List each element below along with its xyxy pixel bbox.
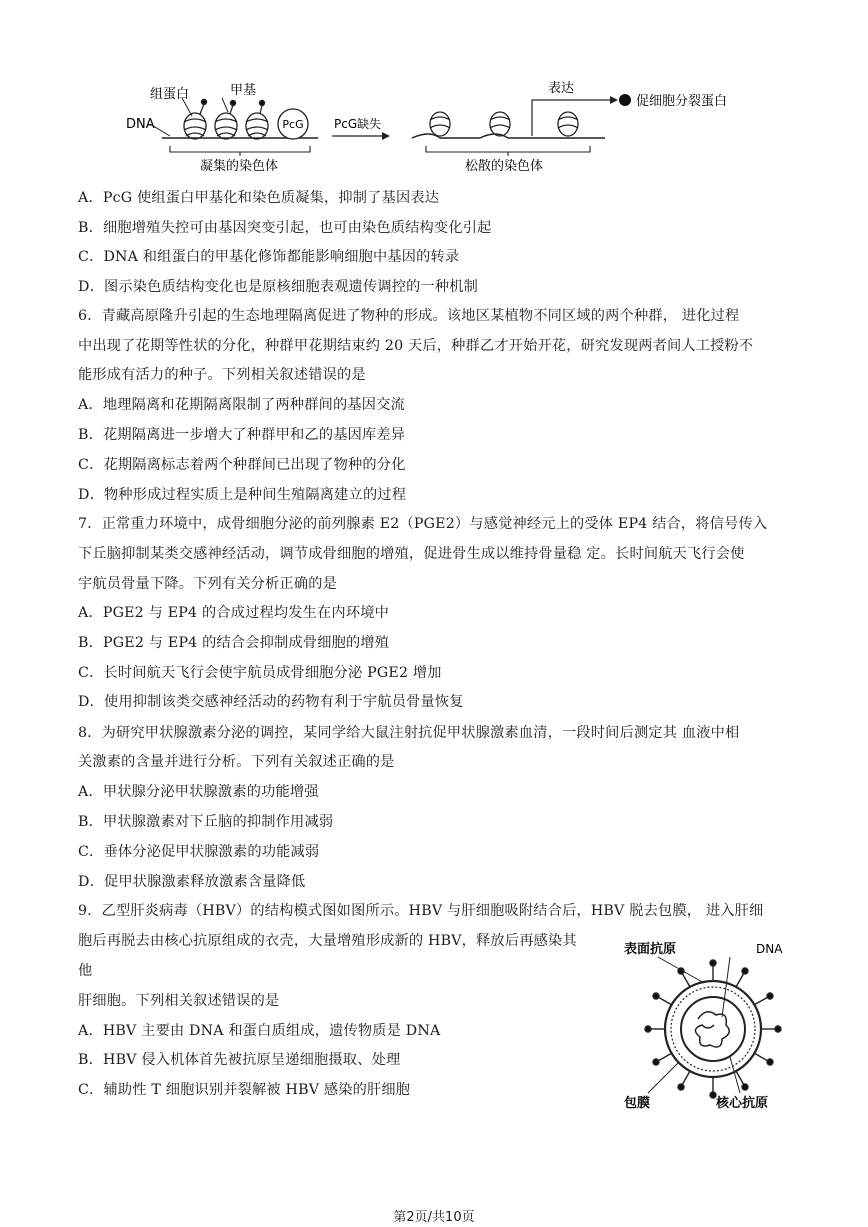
q6-option-c: C．花期隔离标志着两个种群间已出现了物种的分化 — [78, 457, 406, 473]
q9-stem-line: 肝细胞。下列相关叙述错误的是 — [78, 993, 280, 1009]
q5-option-a: A．PcG 使组蛋白甲基化和染色质凝集，抑制了基因表达 — [78, 190, 440, 206]
core-capsid — [681, 997, 745, 1061]
express-label: 表达 — [548, 81, 575, 96]
q7-stem-line: 下丘脑抑制某类交感神经活动，调节成骨细胞的增殖，促进骨生成以维持骨量稳 定。长时间航天飞行会使 — [78, 546, 745, 562]
q5-option-c: C．DNA 和组蛋白的甲基化修饰都能影响细胞中基因的转录 — [78, 249, 460, 265]
q8-stem-line: 关激素的含量并进行分析。下列有关叙述正确的是 — [78, 754, 395, 770]
q9-option-a: A．HBV 主要由 DNA 和蛋白质组成，遗传物质是 DNA — [78, 1023, 441, 1039]
histone-label: 组蛋白 — [150, 87, 190, 102]
chromatin-diagram — [120, 78, 780, 178]
expression-arrow — [532, 100, 610, 136]
protein-label: 促细胞分裂蛋白 — [636, 94, 728, 109]
condensed-label: 凝集的染色体 — [200, 159, 279, 174]
q9-option-b: B．HBV 侵入机体首先被抗原呈递细胞摄取、处理 — [78, 1052, 401, 1068]
protein-dot-icon — [619, 94, 631, 106]
q9-option-c: C．辅助性 T 细胞识别并裂解被 HBV 感染的肝细胞 — [78, 1082, 411, 1098]
q7-stem-line: 宇航员骨量下降。下列有关分析正确的是 — [78, 576, 337, 592]
q6-option-d: D．物种形成过程实质上是种间生殖隔离建立的过程 — [78, 487, 407, 503]
q8-option-a: A．甲状腺分泌甲状腺激素的功能增强 — [78, 784, 319, 800]
page-footer: 第2页/共10页 — [393, 1210, 475, 1225]
loose-label: 松散的染色体 — [465, 159, 544, 174]
q8-option-d: D．促甲状腺激素释放激素含量降低 — [78, 874, 306, 890]
q7-option-d: D．使用抑制该类交感神经活动的药物有利于宇航员骨量恢复 — [78, 694, 464, 710]
q8-stem-line: 8．为研究甲状腺激素分泌的调控，某同学给大鼠注射抗促甲状腺激素血清，一段时间后测定其 血液中相 — [78, 725, 740, 741]
brace-right — [426, 146, 590, 152]
methyl-label: 甲基 — [230, 83, 257, 98]
q8-option-c: C．垂体分泌促甲状腺激素的功能减弱 — [78, 844, 320, 860]
surface-antigen-label: 表面抗原 — [624, 942, 677, 957]
methyl-group-icon — [200, 99, 265, 114]
arrow-label: PcG缺失 — [334, 117, 382, 131]
q8-option-b: B．甲状腺激素对下丘脑的抑制作用减弱 — [78, 814, 334, 830]
envelope-label: 包膜 — [624, 1096, 651, 1111]
nucleosome-icon — [184, 113, 268, 139]
q6-stem-line: 中出现了花期等性状的分化，种群甲花期结束约 20 天后，种群乙才开始开花，研究发现两者间人工授粉不 — [78, 338, 754, 354]
q9-stem-line: 9．乙型肝炎病毒（HBV）的结构模式图如图所示。HBV 与肝细胞吸附结合后，HBV 脱去包膜， 进入肝细 — [78, 903, 764, 919]
q6-stem-line: 6．青藏高原隆升引起的生态地理隔离促进了物种的形成。该地区某植物不同区域的两个种群， 进化过程 — [78, 308, 740, 324]
q6-option-b: B．花期隔离进一步增大了种群甲和乙的基因库差异 — [78, 427, 406, 443]
q6-stem-line: 能形成有活力的种子。下列相关叙述错误的是 — [78, 367, 366, 383]
brace-left — [170, 146, 310, 152]
q7-option-a: A．PGE2 与 EP4 的合成过程均发生在内环境中 — [78, 605, 389, 621]
q9-stem-line: 他 — [78, 963, 93, 979]
q7-option-b: B．PGE2 与 EP4 的结合会抑制成骨细胞的增殖 — [78, 635, 390, 651]
core-antigen-label: 核心抗原 — [716, 1096, 769, 1111]
dna-label: DNA — [126, 117, 155, 132]
q9-stem-line: 胞后再脱去由核心抗原组成的衣壳，大量增殖形成新的 HBV，释放后再感染其 — [78, 933, 577, 949]
q6-option-a: A．地理隔离和花期隔离限制了两种群间的基因交流 — [78, 397, 405, 413]
hbv-dna-label: DNA — [756, 942, 783, 956]
q5-option-b: B．细胞增殖失控可由基因突变引起，也可由染色质结构变化引起 — [78, 220, 492, 236]
q7-option-c: C．长时间航天飞行会使宇航员成骨细胞分泌 PGE2 增加 — [78, 665, 442, 681]
pcg-label: PcG — [282, 118, 304, 131]
q7-stem-line: 7．正常重力环境中，成骨细胞分泌的前列腺素 E2（PGE2）与感觉神经元上的受体 EP4 结合，将信号传入 — [78, 516, 768, 532]
hbv-diagram — [618, 935, 788, 1113]
loose-nucleosome-icon — [430, 112, 578, 136]
q5-option-d: D．图示染色质结构变化也是原核细胞表观遗传调控的一种机制 — [78, 279, 479, 295]
